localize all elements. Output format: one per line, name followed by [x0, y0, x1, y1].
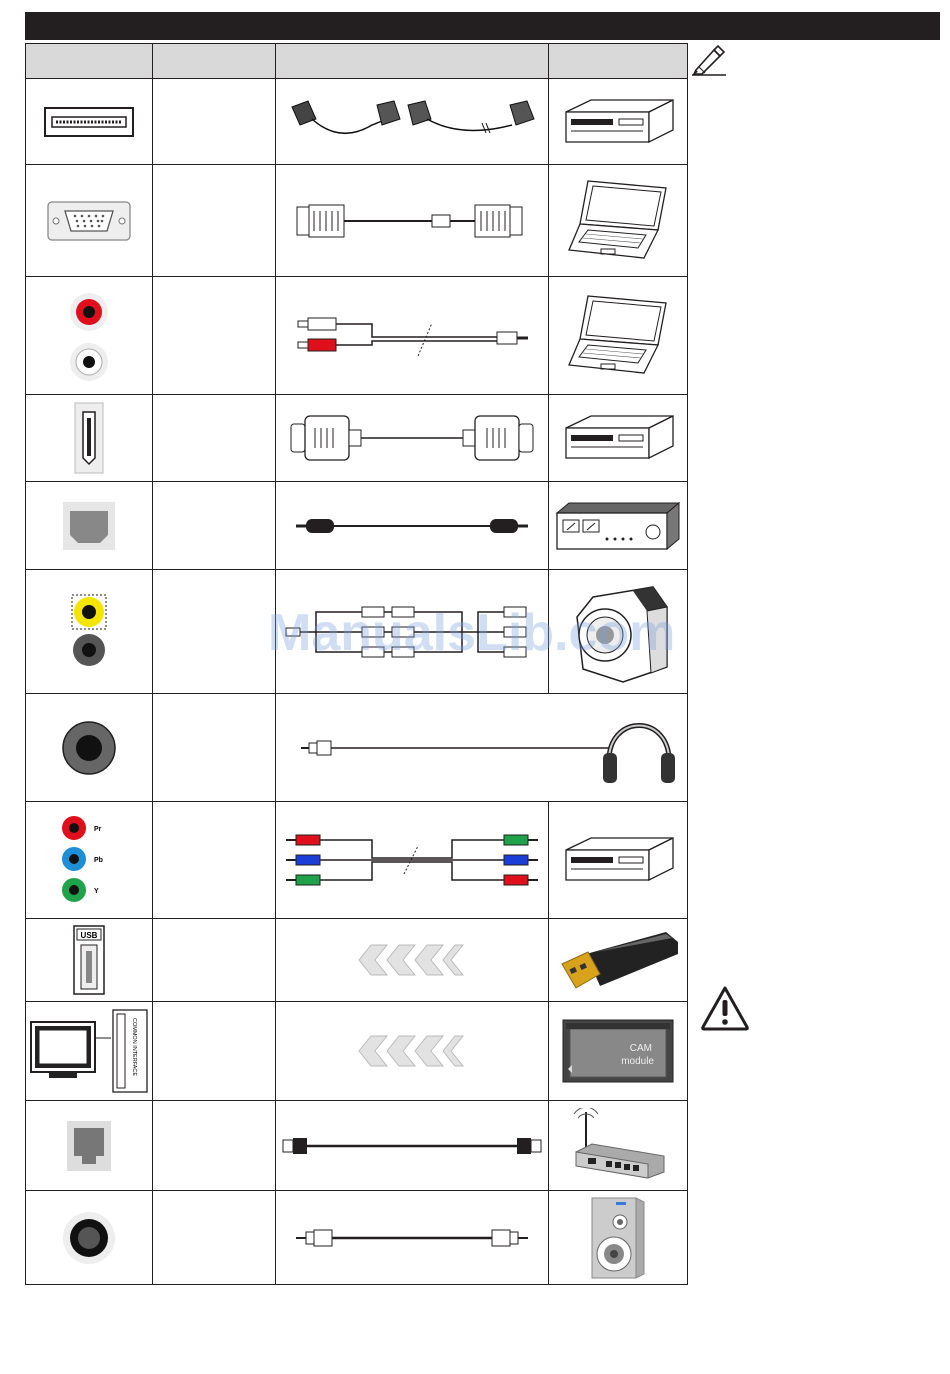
rca-audio-port-icon [64, 286, 114, 386]
ci-slot-label: COMMON INTERFACE [131, 1018, 137, 1077]
cable-cell [276, 482, 549, 570]
component-cable-icon [282, 830, 542, 890]
cable-cell [276, 165, 549, 277]
port-label-pr: Pr [94, 826, 102, 833]
cable-cell [276, 1101, 549, 1191]
type-cell [153, 694, 276, 802]
type-cell [153, 165, 276, 277]
dvd-player-icon [561, 97, 676, 147]
cable-device-cell [276, 694, 688, 802]
ethernet-cable-icon [279, 1134, 545, 1158]
cable-cell [276, 1002, 549, 1101]
device-cell [549, 919, 688, 1002]
connector-cell [26, 1191, 153, 1285]
device-cell [549, 802, 688, 919]
cam-module-icon [562, 1019, 674, 1083]
table-row [26, 395, 688, 482]
insert-arrows-icon [357, 1034, 467, 1068]
connector-cell [26, 802, 153, 919]
module-label: module [621, 1056, 654, 1067]
type-cell [153, 482, 276, 570]
rca-to-minijack-cable-icon [292, 311, 532, 361]
pencil-note-icon [690, 42, 726, 76]
router-icon [568, 1108, 668, 1184]
vga-cable-icon [292, 201, 532, 241]
table-header-row [26, 44, 688, 79]
hdmi-cable-icon [287, 410, 537, 466]
av-port-icon [69, 592, 109, 672]
connector-cell [26, 1002, 153, 1101]
header-bar [25, 12, 940, 40]
table-row [26, 482, 688, 570]
table-row [26, 919, 688, 1002]
scart-port-icon [44, 107, 134, 137]
type-cell [153, 395, 276, 482]
device-cell [549, 1101, 688, 1191]
hdmi-port-icon [74, 402, 104, 474]
type-cell [153, 277, 276, 395]
column-header-device [549, 44, 688, 79]
device-cell [549, 482, 688, 570]
usb-port-icon [73, 925, 105, 995]
table-row [26, 277, 688, 395]
table-row [26, 79, 688, 165]
headphone-port-icon [61, 720, 117, 776]
device-cell [549, 277, 688, 395]
column-header-cable [276, 44, 549, 79]
connector-cell [26, 482, 153, 570]
type-cell [153, 79, 276, 165]
type-cell [153, 1101, 276, 1191]
cable-cell [276, 1191, 549, 1285]
table-row [26, 1002, 688, 1101]
type-cell [153, 1002, 276, 1101]
port-label-pb: Pb [94, 857, 103, 864]
cable-cell [276, 802, 549, 919]
laptop-icon [566, 293, 671, 378]
table-row [26, 165, 688, 277]
optical-port-icon [62, 501, 116, 551]
table-row [26, 1191, 688, 1285]
headphone-icon [287, 703, 677, 793]
cam-label: CAM [629, 1043, 652, 1054]
optical-cable-icon [292, 514, 532, 538]
type-cell [153, 1191, 276, 1285]
watermark: ManualsLib.com [268, 604, 676, 662]
ci-slot-icon [29, 1008, 149, 1094]
cable-cell [276, 919, 549, 1002]
ethernet-port-icon [66, 1120, 112, 1172]
type-cell [153, 570, 276, 694]
table-row [26, 694, 688, 802]
usb-stick-icon [556, 928, 680, 992]
connector-cell [26, 694, 153, 802]
connector-cell [26, 1101, 153, 1191]
type-cell [153, 919, 276, 1002]
connector-cell [26, 570, 153, 694]
device-cell [549, 79, 688, 165]
usb-label: USB [80, 931, 98, 940]
dvd-player-icon [561, 835, 676, 885]
type-cell [153, 802, 276, 919]
speaker-icon [586, 1196, 650, 1280]
coaxial-port-icon [62, 1211, 116, 1265]
connector-cell [26, 79, 153, 165]
connections-table [25, 43, 688, 1285]
connector-cell [26, 919, 153, 1002]
vga-port-icon [47, 201, 131, 241]
insert-arrows-icon [357, 943, 467, 977]
connector-cell [26, 165, 153, 277]
amplifier-icon [555, 501, 681, 551]
laptop-icon [566, 178, 671, 263]
cable-cell [276, 277, 549, 395]
table-row [26, 802, 688, 919]
device-cell [549, 395, 688, 482]
coaxial-cable-icon [292, 1225, 532, 1251]
connector-cell [26, 395, 153, 482]
warning-icon [700, 985, 750, 1031]
connector-cell [26, 277, 153, 395]
column-header-connector [26, 44, 153, 79]
component-port-icon [54, 812, 124, 908]
cable-cell [276, 79, 549, 165]
device-cell [549, 1002, 688, 1101]
table-row [26, 1101, 688, 1191]
device-cell [549, 165, 688, 277]
device-cell [549, 1191, 688, 1285]
column-header-type [153, 44, 276, 79]
hdmi-to-scart-cable-icon [282, 97, 542, 147]
dvd-player-icon [561, 413, 676, 463]
cable-cell [276, 395, 549, 482]
port-label-y: Y [94, 888, 99, 895]
